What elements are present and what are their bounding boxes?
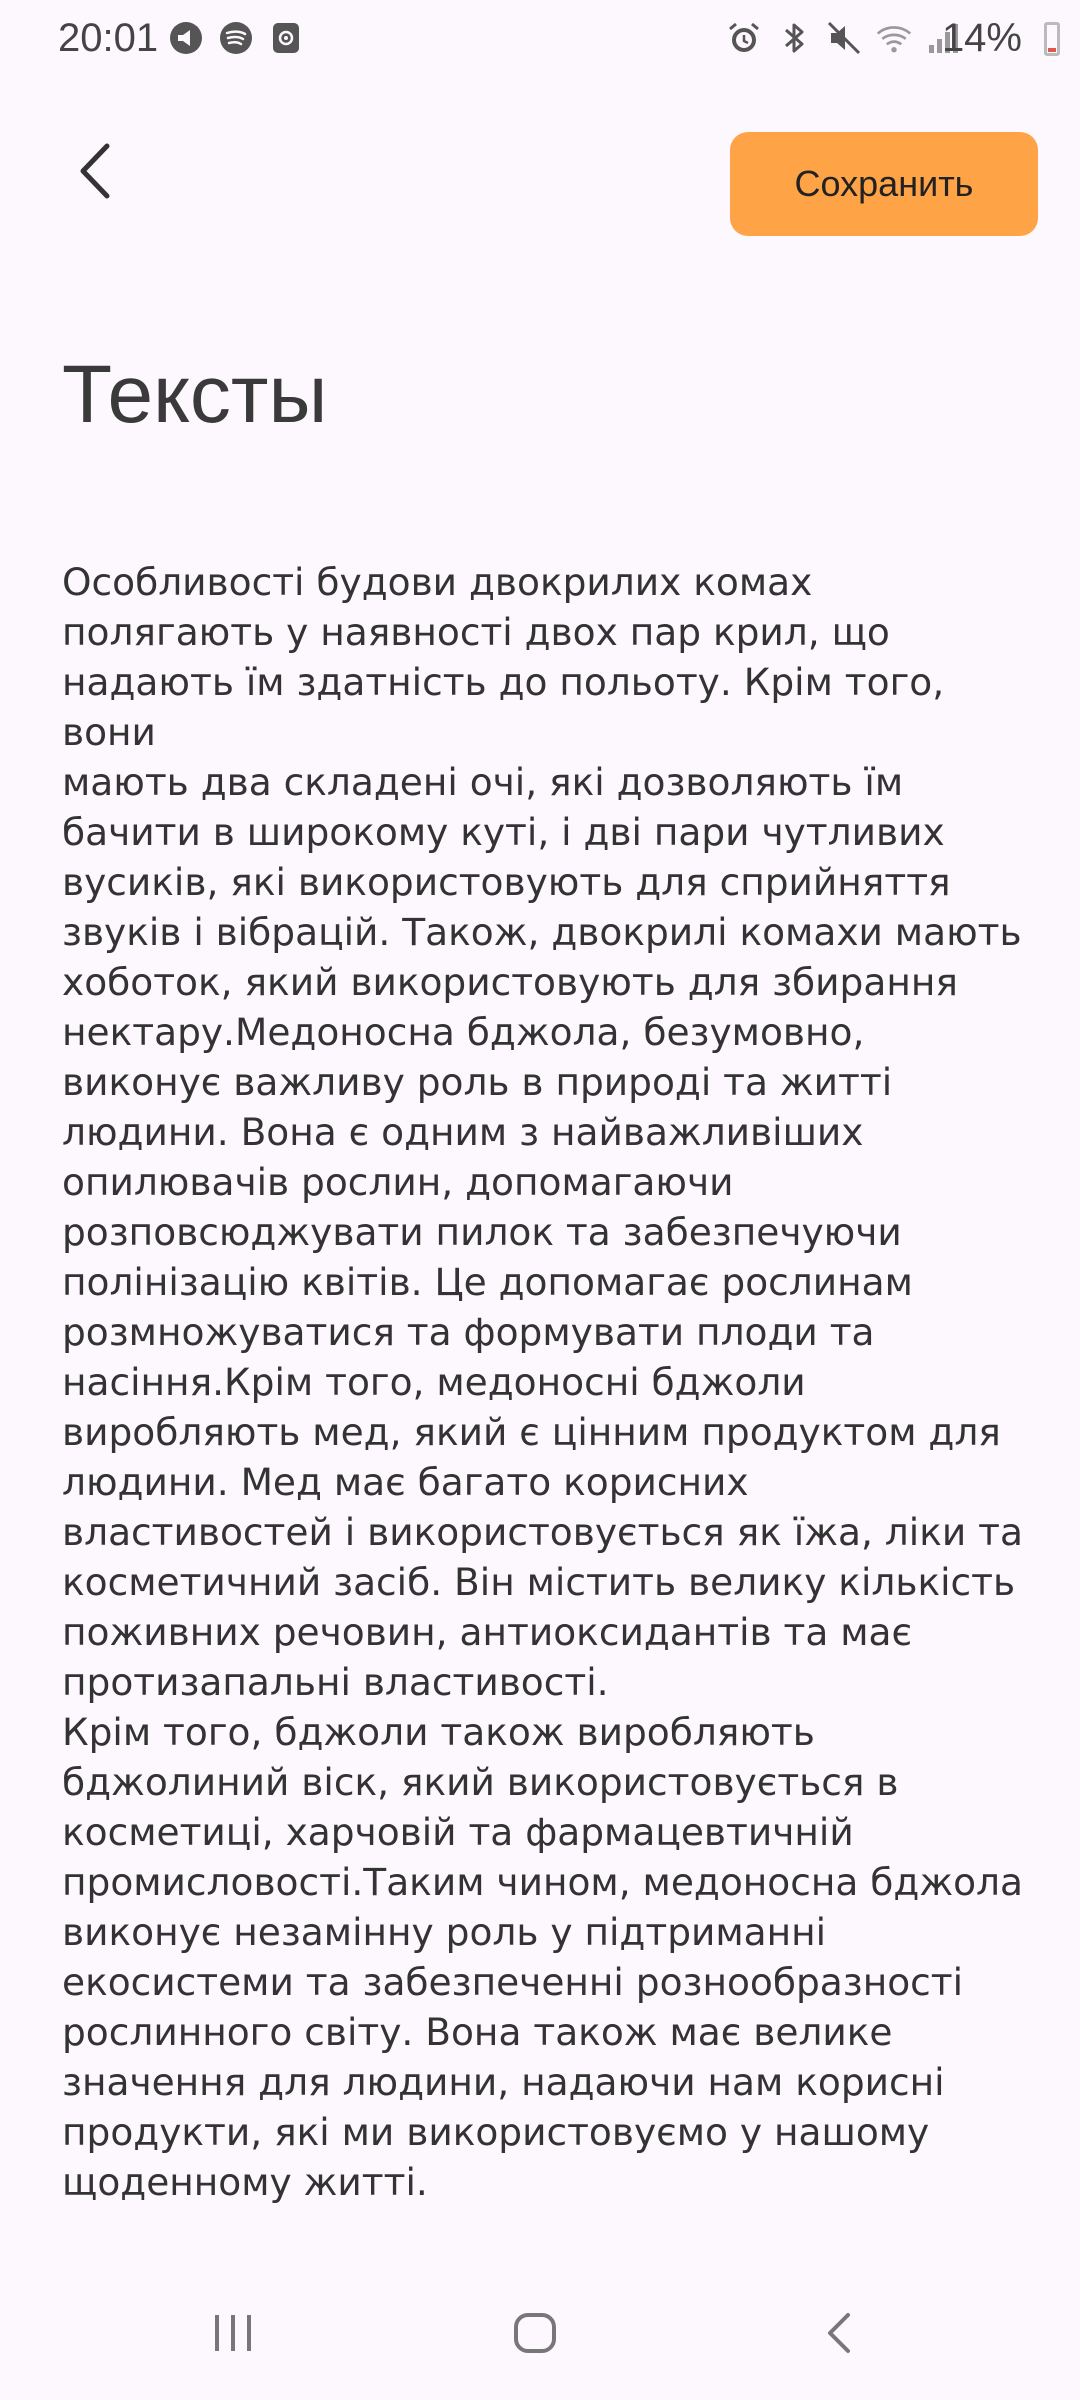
bluetooth-icon — [776, 20, 812, 56]
recents-icon — [211, 2313, 255, 2358]
mute-icon — [826, 20, 862, 56]
spotify-icon — [218, 20, 254, 56]
chevron-left-icon — [77, 142, 113, 205]
save-button[interactable]: Сохранить — [730, 132, 1038, 236]
nav-back-button[interactable] — [784, 2290, 894, 2380]
page-title: Тексты — [62, 349, 328, 440]
back-button[interactable] — [60, 138, 130, 208]
back-icon — [824, 2311, 854, 2360]
navigation-bar — [0, 2270, 1080, 2400]
battery-icon — [1044, 22, 1060, 56]
screen-record-icon — [268, 20, 304, 56]
home-icon — [512, 2311, 558, 2360]
wifi-icon — [876, 20, 912, 56]
megaphone-icon — [168, 20, 204, 56]
recents-button[interactable] — [178, 2290, 288, 2380]
notification-icons — [168, 20, 304, 56]
status-bar — [0, 0, 1080, 80]
home-button[interactable] — [480, 2290, 590, 2380]
text-content[interactable]: Особливості будови двокрилих комах полягають у наявності двох пар крил, що надають їм здатність до польоту. Крім того, вони мають два складені очі, які дозволяють їм бачити в широкому куті, і дві пари чутливих вусиків, які використовують для сприйняття звуків і вібрацій. Також, двокрилі комахи мають хоботок, який використовують для збирання нектару.Медоносна бджола, безумовно, виконує важливу роль в природі та житті людини. Вона є одним з найважливіших опилювачів рослин, допомагаючи розповсюджувати пилок та забезпечуючи полінізацію квітів. Це допомагає рослинам розмножуватися та формувати плоди та насіння.Крім того, медоносні бджоли виробляють мед, який є цінним продуктом для людини. Мед має багато корисних властивостей і використовується як їжа, ліки та косметичний засіб. Він містить велику кількість поживних речовин, антиоксидантів та має протизапальні властивості. Крім того, бджоли також виробляють бджолиний віск, який використовується в косметиці, харчовій та фармацевтичній промисловості.Таким чином, медоносна бджола виконує незамінну роль у підтриманні екосистеми та забезпеченні розноoбразності рослинного світу. Вона також має велике значення для людини, надаючи нам корисні продукти, які ми використовуємо у нашому щоденному житті. — [62, 560, 1023, 2204]
alarm-icon — [726, 20, 762, 56]
status-time: 20:01 — [58, 16, 159, 60]
system-icons — [726, 20, 962, 56]
battery-percent: 14% — [941, 16, 1022, 60]
